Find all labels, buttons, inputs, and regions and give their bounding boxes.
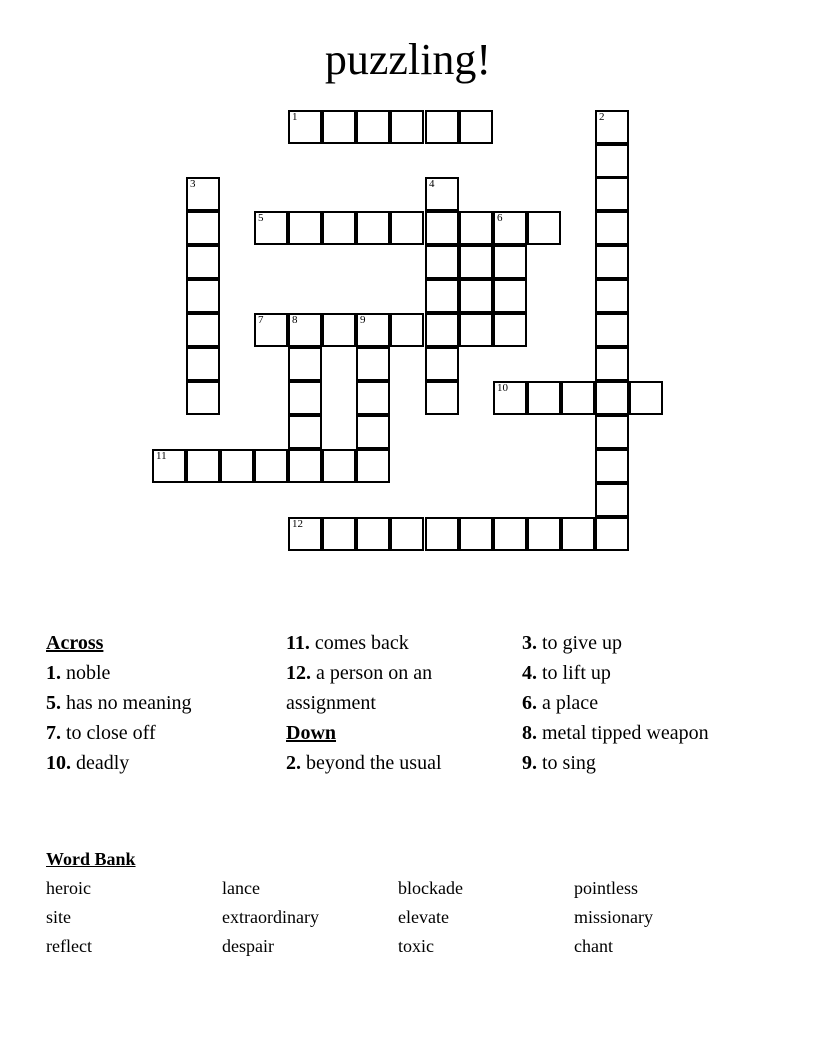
grid-cell[interactable] xyxy=(288,381,322,415)
clue-number: 11. xyxy=(286,632,310,654)
page-title: puzzling! xyxy=(324,35,492,84)
grid-cell[interactable] xyxy=(595,517,629,551)
clues-column-1 xyxy=(46,628,286,778)
clue-item-4 xyxy=(522,658,772,688)
clue-text: a person on an assignment xyxy=(286,662,433,714)
grid-cell[interactable] xyxy=(595,313,629,347)
grid-cell[interactable] xyxy=(322,449,356,483)
word-bank-word[interactable]: extraordinary xyxy=(222,907,319,927)
clue-item-3 xyxy=(522,628,772,658)
grid-cell[interactable] xyxy=(186,347,220,381)
word-bank-word[interactable]: reflect xyxy=(46,936,92,956)
clue-text: to sing xyxy=(537,752,596,774)
grid-cell[interactable] xyxy=(425,313,459,347)
grid-cell-number: 5 xyxy=(258,212,264,224)
word-bank-word[interactable]: missionary xyxy=(574,907,653,927)
grid-cell-numbered-12[interactable] xyxy=(288,517,322,551)
word-bank-word[interactable]: blockade xyxy=(398,878,463,898)
grid-cell-numbered-7[interactable] xyxy=(254,313,288,347)
clue-number: 12. xyxy=(286,662,311,684)
grid-cell[interactable] xyxy=(288,347,322,381)
word-bank-column xyxy=(574,874,750,961)
word-bank-grid xyxy=(46,874,786,961)
grid-cell[interactable] xyxy=(595,144,629,178)
clue-text: to close off xyxy=(61,722,156,744)
clue-number: 4. xyxy=(522,662,537,684)
clues-section xyxy=(46,628,786,778)
grid-cell[interactable] xyxy=(493,245,527,279)
grid-cell[interactable] xyxy=(629,381,663,415)
grid-cell-numbered-2[interactable] xyxy=(595,110,629,144)
grid-cell-numbered-4[interactable] xyxy=(425,177,459,211)
grid-cell-numbered-5[interactable] xyxy=(254,211,288,245)
grid-cell-numbered-11[interactable] xyxy=(152,449,186,483)
grid-cell-numbered-8[interactable] xyxy=(288,313,322,347)
clue-number: 6. xyxy=(522,692,537,714)
grid-cell[interactable] xyxy=(288,211,322,245)
grid-cell[interactable] xyxy=(595,381,629,415)
grid-cell[interactable] xyxy=(254,449,288,483)
clue-text: to give up xyxy=(537,632,622,654)
grid-cell[interactable] xyxy=(459,211,493,245)
grid-cell-number: 10 xyxy=(497,382,508,394)
grid-cell-number: 7 xyxy=(258,314,264,326)
grid-cell[interactable] xyxy=(595,279,629,313)
word-bank-word[interactable]: lance xyxy=(222,878,260,898)
word-bank-word[interactable]: elevate xyxy=(398,907,449,927)
grid-cell[interactable] xyxy=(425,245,459,279)
grid-cell[interactable] xyxy=(322,517,356,551)
clue-text: metal tipped weapon xyxy=(537,722,709,744)
clue-number: 3. xyxy=(522,632,537,654)
grid-cell[interactable] xyxy=(527,517,561,551)
grid-cell[interactable] xyxy=(425,110,459,144)
clue-text: to lift up xyxy=(537,662,611,684)
grid-cell[interactable] xyxy=(493,313,527,347)
grid-cell[interactable] xyxy=(322,313,356,347)
clue-text: noble xyxy=(61,662,111,684)
grid-cell[interactable] xyxy=(356,449,390,483)
clue-item-11 xyxy=(286,628,522,658)
word-bank-column xyxy=(46,874,222,961)
grid-cell[interactable] xyxy=(425,347,459,381)
grid-cell[interactable] xyxy=(459,245,493,279)
clue-item-10 xyxy=(46,748,286,778)
grid-cell[interactable] xyxy=(493,517,527,551)
grid-cell[interactable] xyxy=(186,245,220,279)
clue-heading-across: Across xyxy=(46,632,104,654)
grid-cell[interactable] xyxy=(561,517,595,551)
grid-cell-numbered-1[interactable] xyxy=(288,110,322,144)
grid-cell[interactable] xyxy=(595,415,629,449)
grid-cell[interactable] xyxy=(595,449,629,483)
word-bank-word[interactable]: pointless xyxy=(574,878,639,898)
clue-item-9 xyxy=(522,748,772,778)
grid-cell[interactable] xyxy=(425,211,459,245)
word-bank-word[interactable]: site xyxy=(46,907,71,927)
grid-cell[interactable] xyxy=(561,381,595,415)
clue-item-7 xyxy=(46,718,286,748)
clue-text: a place xyxy=(537,692,599,714)
grid-cell[interactable] xyxy=(493,279,527,313)
grid-cell[interactable] xyxy=(288,415,322,449)
grid-cell[interactable] xyxy=(527,211,561,245)
grid-cell[interactable] xyxy=(595,211,629,245)
grid-cell[interactable] xyxy=(595,245,629,279)
clue-item-5 xyxy=(46,688,286,718)
grid-cell-numbered-10[interactable] xyxy=(493,381,527,415)
grid-cell-number: 8 xyxy=(292,314,298,326)
clue-number: 7. xyxy=(46,722,61,744)
grid-cell[interactable] xyxy=(459,313,493,347)
grid-cell[interactable] xyxy=(425,279,459,313)
grid-cell[interactable] xyxy=(459,110,493,144)
grid-cell-number: 4 xyxy=(429,178,435,190)
clue-number: 8. xyxy=(522,722,537,744)
grid-cell[interactable] xyxy=(356,211,390,245)
clue-item-2 xyxy=(286,748,522,778)
grid-cell[interactable] xyxy=(322,110,356,144)
grid-cell[interactable] xyxy=(425,381,459,415)
grid-cell[interactable] xyxy=(186,279,220,313)
grid-cell[interactable] xyxy=(186,381,220,415)
word-bank-section xyxy=(46,846,786,961)
word-bank-heading: Word Bank xyxy=(46,849,136,869)
grid-cell[interactable] xyxy=(390,211,424,245)
grid-cell-number: 12 xyxy=(292,518,303,530)
grid-cell[interactable] xyxy=(186,449,220,483)
word-bank-column xyxy=(398,874,574,961)
clues-column-2 xyxy=(286,628,522,778)
grid-cell[interactable] xyxy=(425,517,459,551)
grid-cell[interactable] xyxy=(390,110,424,144)
grid-cell[interactable] xyxy=(527,381,561,415)
grid-cell[interactable] xyxy=(595,483,629,517)
grid-cell[interactable] xyxy=(390,517,424,551)
clue-item-6 xyxy=(522,688,772,718)
grid-cell[interactable] xyxy=(322,211,356,245)
word-bank-word[interactable]: toxic xyxy=(398,936,434,956)
clue-item-12 xyxy=(286,658,522,718)
clue-heading-down: Down xyxy=(286,722,337,744)
grid-cell[interactable] xyxy=(220,449,254,483)
grid-cell[interactable] xyxy=(356,347,390,381)
grid-cell-number: 1 xyxy=(292,111,298,123)
grid-cell[interactable] xyxy=(459,517,493,551)
grid-cell[interactable] xyxy=(186,313,220,347)
clue-text: beyond the usual xyxy=(301,752,442,774)
clue-text: deadly xyxy=(71,752,130,774)
clue-number: 5. xyxy=(46,692,61,714)
word-bank-column xyxy=(222,874,398,961)
grid-cell[interactable] xyxy=(356,110,390,144)
grid-cell[interactable] xyxy=(459,279,493,313)
grid-cell[interactable] xyxy=(356,381,390,415)
grid-cell-number: 6 xyxy=(497,212,503,224)
clue-number: 10. xyxy=(46,752,71,774)
clue-item-1 xyxy=(46,658,286,688)
clue-number: 9. xyxy=(522,752,537,774)
word-bank-word[interactable]: chant xyxy=(574,936,613,956)
grid-cell[interactable] xyxy=(356,517,390,551)
grid-cell[interactable] xyxy=(356,415,390,449)
clue-text: comes back xyxy=(309,632,409,654)
grid-cell[interactable] xyxy=(288,449,322,483)
grid-cell-number: 9 xyxy=(360,314,366,326)
grid-cell-number: 2 xyxy=(599,111,605,123)
grid-cell-numbered-9[interactable] xyxy=(356,313,390,347)
clue-item-8 xyxy=(522,718,772,748)
grid-cell[interactable] xyxy=(595,347,629,381)
grid-cell-numbered-3[interactable] xyxy=(186,177,220,211)
clue-number: 2. xyxy=(286,752,301,774)
clue-number: 1. xyxy=(46,662,61,684)
grid-cell[interactable] xyxy=(595,177,629,211)
grid-cell-numbered-6[interactable] xyxy=(493,211,527,245)
grid-cell[interactable] xyxy=(390,313,424,347)
clue-text: has no meaning xyxy=(61,692,192,714)
grid-cell[interactable] xyxy=(186,211,220,245)
word-bank-word[interactable]: despair xyxy=(222,936,274,956)
grid-cell-number: 11 xyxy=(156,450,167,462)
word-bank-word[interactable]: heroic xyxy=(46,878,91,898)
clues-column-3 xyxy=(522,628,772,778)
grid-cell-number: 3 xyxy=(190,178,196,190)
